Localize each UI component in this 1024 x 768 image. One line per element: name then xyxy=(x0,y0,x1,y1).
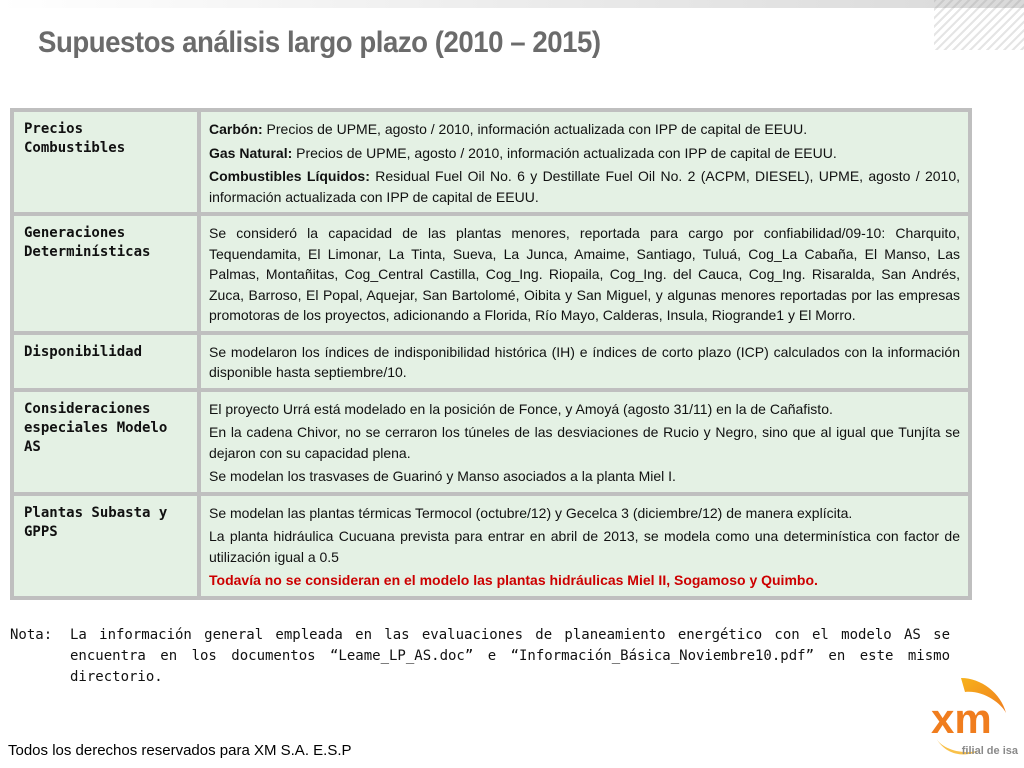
content-paragraph: La planta hidráulica Cucuana prevista para entrar en abril de 2013, se modela como una determinística con factor de utilización igual a 0.5 xyxy=(209,528,960,565)
content-paragraph: En la cadena Chivor, no se cerraron los túneles de las desviaciones de Rucio y Negro, sino que al igual que Tunjíta se dejaron con su capacidad plena. xyxy=(209,424,960,461)
row-label: Disponibilidad xyxy=(14,335,197,388)
note-label: Nota: xyxy=(10,627,53,643)
assumptions-table xyxy=(10,108,972,600)
note-block xyxy=(10,625,950,688)
content-paragraph: Se modelan las plantas térmicas Termocol (octubre/12) y Gecelca 3 (diciembre/12) de manera explícita. xyxy=(209,504,853,521)
logo-tagline: filial de isa xyxy=(961,745,1018,757)
paragraph-text: Precios de UPME, agosto / 2010, información actualizada con IPP de capital de EEUU. xyxy=(292,144,837,161)
content-paragraph xyxy=(209,119,960,140)
note-text: La información general empleada en las evaluaciones de planeamiento energético con el modelo AS se encuentra en los documentos “Leame_LP_AS.doc” e “Información_Básica_Noviembre10.pdf” en este mismo directorio. xyxy=(70,627,950,685)
logo-letters: xm xyxy=(931,695,992,742)
content-paragraph xyxy=(209,166,960,207)
row-content xyxy=(201,496,968,596)
row-content xyxy=(201,112,968,212)
content-paragraph: El proyecto Urrá está modelado en la posición de Fonce, y Amoyá (agosto 31/11) en la de Cañafisto. xyxy=(209,400,833,417)
highlighted-paragraph: Todavía no se consideran en el modelo las plantas hidráulicas Miel II, Sogamoso y Quimbo. xyxy=(209,572,818,588)
paragraph-key: Combustibles Líquidos: xyxy=(209,168,370,184)
paragraph-text: Precios de UPME, agosto / 2010, información actualizada con IPP de capital de EEUU. xyxy=(262,121,808,137)
content-paragraph: Se modelaron los índices de indisponibilidad histórica (IH) e índices de corto plazo (ICP) calculados con la información disponible hasta septiembre/10. xyxy=(209,343,960,380)
content-paragraph: Se modelan los trasvases de Guarinó y Manso asociados a la planta Miel I. xyxy=(209,468,676,484)
table-row-consideraciones-especiales xyxy=(14,392,968,492)
row-label: Precios Combustibles xyxy=(14,112,197,212)
row-content xyxy=(201,392,968,492)
table-row-disponibilidad xyxy=(14,335,968,388)
table-row-precios-combustibles xyxy=(14,112,968,212)
corner-decoration xyxy=(934,0,1024,50)
footer-copyright: Todos los derechos reservados para XM S.A. E.S.P xyxy=(8,742,352,759)
content-paragraph xyxy=(209,143,960,164)
content-paragraph: Se consideró la capacidad de las plantas menores, reportada para cargo por confiabilidad/09-10: Charquito, Tequendamita, El Limonar, La Tinta, Sueva, La Junca, Amaime, Santiago, Tuluá, Cog_La Cabaña, El Manso, Las Palmas, Montañitas, Cog_Central Castilla, Cog_Ing. Riopaila, Cog_Ing. del Cauca, Cog_Ing. Risaralda, San Andrés, Zuca, Barroso, El Popal, Aquejar, San Bartolomé, Oibita y San Miguel, y algunas menores reportadas por las empresas promotoras de los proyectos, adicionando a Florida, Río Mayo, Calderas, Insula, Riogrande1 y El Morro. xyxy=(209,225,960,323)
table-row-generaciones-deterministicas xyxy=(14,216,968,331)
table-row-plantas-subasta xyxy=(14,496,968,596)
row-content xyxy=(201,216,968,331)
top-rule xyxy=(0,0,1024,8)
paragraph-key: Carbón: xyxy=(209,121,263,137)
row-label: Plantas Subasta y GPPS xyxy=(14,496,197,596)
row-label: Generaciones Determinísticas xyxy=(14,216,197,331)
page-title: Supuestos análisis largo plazo (2010 – 2015) xyxy=(38,26,601,59)
row-content xyxy=(201,335,968,388)
paragraph-key: Gas Natural: xyxy=(209,144,293,161)
row-label: Consideraciones especiales Modelo AS xyxy=(14,392,197,492)
paragraph-text: Residual Fuel Oil No. 6 y Destillate Fuel Oil No. 2 (ACPM, DIESEL), UPME, agosto / 2010, información actualizada con IPP de capital de EEUU. xyxy=(209,168,960,205)
